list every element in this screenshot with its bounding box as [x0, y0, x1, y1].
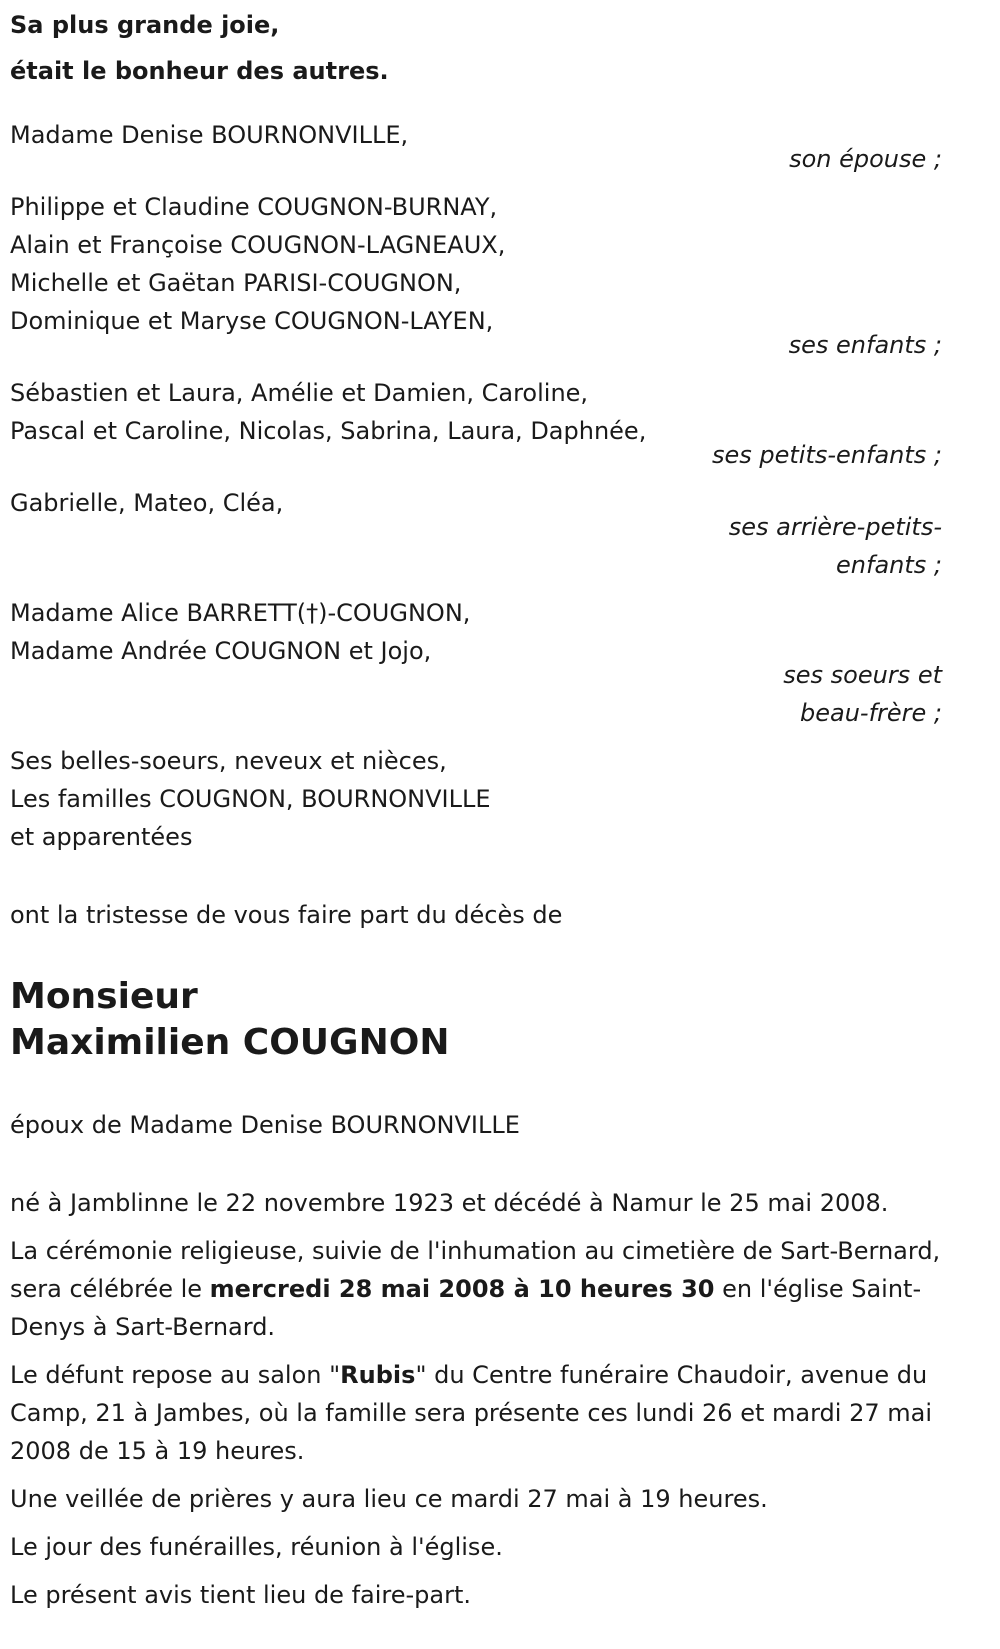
vigil: Une veillée de prières y aura lieu ce mardi 27 mai à 19 heures.	[10, 1485, 768, 1513]
family-role: ses arrière-petits-	[728, 513, 942, 541]
family-line: et apparentées	[10, 823, 193, 851]
deceased-fullname: Maximilien COUGNON	[10, 1022, 450, 1063]
spouse-of: époux de Madame Denise BOURNONVILLE	[10, 1111, 520, 1139]
family-role: enfants ;	[836, 551, 942, 579]
ceremony-details	[10, 1232, 942, 1346]
family-role: beau-frère ;	[799, 699, 942, 727]
family-line: Sébastien et Laura, Amélie et Damien, Caroline,	[10, 379, 589, 407]
rest-details	[10, 1356, 942, 1470]
deceased-name	[10, 974, 942, 1066]
family-line: Pascal et Caroline, Nicolas, Sabrina, Laura, Daphnée,	[10, 417, 647, 445]
motto-line: Sa plus grande joie,	[10, 11, 280, 39]
ceremony-datetime: mercredi 28 mai 2008 à 10 heures 30	[209, 1275, 715, 1303]
family-line: Gabrielle, Mateo, Cléa,	[10, 489, 284, 517]
family-role: son épouse ;	[789, 145, 942, 173]
rest-text: " du Centre funéraire Chaudoir, avenue du Camp, 21 à Jambes, où la famille sera présente ces lundi 26 et mardi 27 mai 2008 de 15 à 19 heures.	[10, 1361, 932, 1465]
notice: Le présent avis tient lieu de faire-part.	[10, 1581, 472, 1609]
ceremony-text: La cérémonie religieuse, suivie de l'inhumation au cimetière de Sart-Bernard, sera célébrée le	[10, 1237, 941, 1303]
family-line: Les familles COUGNON, BOURNONVILLE	[10, 785, 491, 813]
rest-text: Le défunt repose au salon "	[10, 1361, 341, 1389]
family-line: Ses belles-soeurs, neveux et nièces,	[10, 747, 447, 775]
family-line: Madame Alice BARRETT(†)-COUGNON,	[10, 599, 471, 627]
birth-death: né à Jamblinne le 22 novembre 1923 et décédé à Namur le 25 mai 2008.	[10, 1189, 889, 1217]
announcement: ont la tristesse de vous faire part du décès de	[10, 901, 563, 929]
family-children	[10, 188, 942, 364]
funeral-day: Le jour des funérailles, réunion à l'église.	[10, 1533, 503, 1561]
motto	[10, 2, 942, 94]
family-role: ses soeurs et	[783, 661, 942, 689]
ceremony-text: en l'église Saint-Denys à Sart-Bernard.	[10, 1275, 922, 1341]
family-others	[10, 742, 942, 856]
family-line: Philippe et Claudine COUGNON-BURNAY,	[10, 193, 498, 221]
rest-salon: Rubis	[340, 1361, 416, 1389]
family-role: ses enfants ;	[788, 331, 942, 359]
family-line: Alain et Françoise COUGNON-LAGNEAUX,	[10, 231, 506, 259]
family-great-grandchildren	[10, 484, 942, 584]
family-line: Michelle et Gaëtan PARISI-COUGNON,	[10, 269, 462, 297]
family-role: ses petits-enfants ;	[711, 441, 942, 469]
motto-line: était le bonheur des autres.	[10, 57, 389, 85]
family-spouse	[10, 116, 942, 178]
family-siblings	[10, 594, 942, 732]
deceased-title: Monsieur	[10, 976, 198, 1017]
obituary-notice	[10, 0, 942, 1624]
family-line: Dominique et Maryse COUGNON-LAYEN,	[10, 307, 494, 335]
family-grandchildren	[10, 374, 942, 474]
family-line: Madame Denise BOURNONVILLE,	[10, 121, 409, 149]
family-line: Madame Andrée COUGNON et Jojo,	[10, 637, 432, 665]
